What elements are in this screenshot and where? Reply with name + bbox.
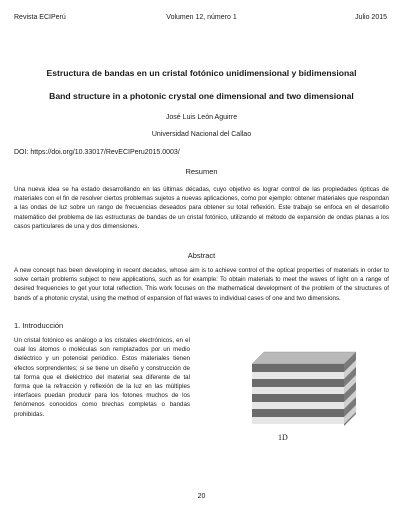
- abstract-paragraph: A new concept has been developing in recent decades, whose aim is to achieve control of the optical properties of materials in order to solve certain problems subject to new applications, such as for example: To obtain materials to meet the waves of light on a range of desired frequencies to get your total reflection. This work focuses on the mathematical development of the problem of the structures of bands of a photonic crystal, using the method of expansion of flat waves to individual cases of one and two dimensions.: [14, 267, 389, 302]
- volume-info: Volumen 12, número 1: [166, 14, 237, 21]
- doi-link[interactable]: DOI: https://doi.org/10.33017/RevECIPeru2015.0003/: [14, 149, 180, 156]
- photonic-crystal-1d-figure: [246, 346, 366, 426]
- resumen-heading: Resumen: [185, 167, 218, 176]
- abstract-heading: Abstract: [187, 251, 216, 260]
- section-heading-introduccion: 1. Introducción: [14, 321, 64, 330]
- intro-paragraph: Un cristal fotónico es análogo a los cristales electrónicos, en el cual los átomos o moléculas son remplazados por un medio dieléctrico y un potencial periódico. Estos materiales tienen efectos sorprendentes; si se tiene un diseño y construcción de tal forma que el dieléctrico del material sea diferente de tal forma que la refracción y reflexión de la luz en las múltiples interfaces puedan producir para los fotones muchos de los fenómenos conocidos como brechas completas o bandas prohibidas.: [14, 337, 190, 418]
- issue-date: Julio 2015: [355, 14, 387, 21]
- page-number: 20: [197, 493, 206, 500]
- figure-label: 1D: [278, 433, 288, 442]
- dielectric-layers: [252, 364, 344, 424]
- author-affiliation: Universidad Nacional del Callao: [151, 131, 252, 138]
- title-english: Band structure in a photonic crystal one dimensional and two dimensional: [49, 91, 354, 101]
- journal-name: Revista ECIPerú: [14, 14, 66, 21]
- title-spanish: Estructura de bandas en un cristal fotónico unidimensional y bidimensional: [46, 68, 357, 78]
- resumen-paragraph: Una nueva idea se ha estado desarrollando en las últimas décadas, cuyo objetivo es lograr control de las propiedades ópticas de materiales con el fin de resolver ciertos problemas sujetos a nuevas aplicaciones, como por ejemplo: obtener materiales que respondan a las ondas de luz sobre un rango de frecuencias deseados para obtener su total reflexión. Este trabajo se enfoca en el desarrollo matemático del problema de las estructuras de bandas de un cristal fotónico, utilizando el método de expansión de ondas planas a los casos particulares de una y dos dimensiones.: [14, 186, 389, 230]
- author-name: José Luis León Aguirre: [165, 114, 238, 121]
